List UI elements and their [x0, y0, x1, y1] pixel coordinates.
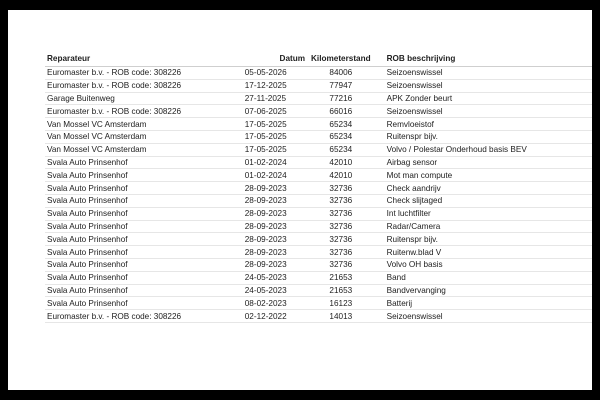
cell-datum: 24-05-2023 — [241, 271, 311, 284]
table-row — [45, 284, 592, 297]
cell-datum: 08-02-2023 — [241, 297, 311, 310]
table-body — [45, 67, 592, 323]
cell-kilometerstand: 32736 — [311, 207, 371, 220]
cell-kilometerstand: 21653 — [311, 284, 371, 297]
table-row — [45, 156, 592, 169]
cell-kilometerstand: 84006 — [311, 67, 371, 80]
cell-rob-beschrijving: Ruitenspr bijv. — [371, 233, 592, 246]
cell-kilometerstand: 32736 — [311, 194, 371, 207]
cell-reparateur: Euromaster b.v. - ROB code: 308226 — [45, 79, 241, 92]
cell-rob-beschrijving: Mot man compute — [371, 169, 592, 182]
header-datum: Datum — [241, 52, 311, 67]
cell-datum: 28-09-2023 — [241, 207, 311, 220]
document-page — [8, 10, 592, 390]
table-row — [45, 143, 592, 156]
cell-rob-beschrijving: Ruitenspr bijv. — [371, 130, 592, 143]
table-row — [45, 130, 592, 143]
cell-datum: 28-09-2023 — [241, 194, 311, 207]
cell-datum: 01-02-2024 — [241, 169, 311, 182]
table-row — [45, 118, 592, 131]
table-row — [45, 258, 592, 271]
table-row — [45, 92, 592, 105]
cell-kilometerstand: 21653 — [311, 271, 371, 284]
cell-datum: 01-02-2024 — [241, 156, 311, 169]
table-row — [45, 67, 592, 80]
cell-rob-beschrijving: Band — [371, 271, 592, 284]
cell-datum: 28-09-2023 — [241, 246, 311, 259]
cell-kilometerstand: 65234 — [311, 130, 371, 143]
cell-kilometerstand: 32736 — [311, 220, 371, 233]
table-row — [45, 194, 592, 207]
cell-kilometerstand: 65234 — [311, 143, 371, 156]
cell-reparateur: Euromaster b.v. - ROB code: 308226 — [45, 67, 241, 80]
cell-datum: 28-09-2023 — [241, 258, 311, 271]
header-kilometerstand: Kilometerstand — [311, 52, 371, 67]
table-row — [45, 207, 592, 220]
cell-rob-beschrijving: Volvo OH basis — [371, 258, 592, 271]
cell-rob-beschrijving: Seizoenswissel — [371, 67, 592, 80]
cell-datum: 07-06-2025 — [241, 105, 311, 118]
header-reparateur: Reparateur — [45, 52, 241, 67]
cell-datum: 28-09-2023 — [241, 233, 311, 246]
cell-reparateur: Svala Auto Prinsenhof — [45, 246, 241, 259]
cell-rob-beschrijving: Seizoenswissel — [371, 310, 592, 323]
cell-kilometerstand: 16123 — [311, 297, 371, 310]
cell-reparateur: Svala Auto Prinsenhof — [45, 258, 241, 271]
cell-kilometerstand: 66016 — [311, 105, 371, 118]
cell-rob-beschrijving: Volvo / Polestar Onderhoud basis BEV — [371, 143, 592, 156]
cell-rob-beschrijving: Seizoenswissel — [371, 105, 592, 118]
table-row — [45, 169, 592, 182]
cell-datum: 27-11-2025 — [241, 92, 311, 105]
cell-reparateur: Svala Auto Prinsenhof — [45, 284, 241, 297]
cell-kilometerstand: 32736 — [311, 233, 371, 246]
table-row — [45, 182, 592, 195]
cell-kilometerstand: 32736 — [311, 258, 371, 271]
cell-rob-beschrijving: Check aandrijv — [371, 182, 592, 195]
table-row — [45, 271, 592, 284]
table-row — [45, 310, 592, 323]
cell-rob-beschrijving: Airbag sensor — [371, 156, 592, 169]
cell-reparateur: Garage Buitenweg — [45, 92, 241, 105]
cell-kilometerstand: 32736 — [311, 182, 371, 195]
cell-reparateur: Svala Auto Prinsenhof — [45, 220, 241, 233]
cell-reparateur: Svala Auto Prinsenhof — [45, 182, 241, 195]
table-row — [45, 297, 592, 310]
cell-reparateur: Euromaster b.v. - ROB code: 308226 — [45, 105, 241, 118]
cell-rob-beschrijving: Radar/Camera — [371, 220, 592, 233]
cell-datum: 28-09-2023 — [241, 182, 311, 195]
cell-rob-beschrijving: Check slijtaged — [371, 194, 592, 207]
cell-rob-beschrijving: Seizoenswissel — [371, 79, 592, 92]
cell-reparateur: Van Mossel VC Amsterdam — [45, 118, 241, 131]
cell-kilometerstand: 42010 — [311, 156, 371, 169]
cell-kilometerstand: 77947 — [311, 79, 371, 92]
cell-datum: 02-12-2022 — [241, 310, 311, 323]
cell-reparateur: Svala Auto Prinsenhof — [45, 297, 241, 310]
maintenance-history-table — [45, 52, 592, 323]
cell-reparateur: Svala Auto Prinsenhof — [45, 271, 241, 284]
cell-datum: 05-05-2026 — [241, 67, 311, 80]
table-row — [45, 246, 592, 259]
cell-rob-beschrijving: Int luchtfilter — [371, 207, 592, 220]
cell-kilometerstand: 14013 — [311, 310, 371, 323]
cell-kilometerstand: 32736 — [311, 246, 371, 259]
cell-reparateur: Svala Auto Prinsenhof — [45, 194, 241, 207]
table-row — [45, 79, 592, 92]
cell-reparateur: Svala Auto Prinsenhof — [45, 169, 241, 182]
cell-reparateur: Euromaster b.v. - ROB code: 308226 — [45, 310, 241, 323]
cell-kilometerstand: 42010 — [311, 169, 371, 182]
cell-kilometerstand: 77216 — [311, 92, 371, 105]
table-row — [45, 105, 592, 118]
cell-rob-beschrijving: Ruitenw.blad V — [371, 246, 592, 259]
cell-reparateur: Svala Auto Prinsenhof — [45, 156, 241, 169]
cell-datum: 24-05-2023 — [241, 284, 311, 297]
cell-rob-beschrijving: APK Zonder beurt — [371, 92, 592, 105]
cell-datum: 17-12-2025 — [241, 79, 311, 92]
cell-rob-beschrijving: Bandvervanging — [371, 284, 592, 297]
cell-datum: 17-05-2025 — [241, 130, 311, 143]
cell-rob-beschrijving: Remvloeistof — [371, 118, 592, 131]
cell-reparateur: Van Mossel VC Amsterdam — [45, 143, 241, 156]
cell-reparateur: Van Mossel VC Amsterdam — [45, 130, 241, 143]
header-rob-beschrijving: ROB beschrijving — [371, 52, 592, 67]
cell-datum: 28-09-2023 — [241, 220, 311, 233]
cell-datum: 17-05-2025 — [241, 118, 311, 131]
cell-reparateur: Svala Auto Prinsenhof — [45, 207, 241, 220]
cell-reparateur: Svala Auto Prinsenhof — [45, 233, 241, 246]
table-header-row — [45, 52, 592, 67]
table-row — [45, 233, 592, 246]
cell-rob-beschrijving: Batterij — [371, 297, 592, 310]
cell-datum: 17-05-2025 — [241, 143, 311, 156]
table-row — [45, 220, 592, 233]
cell-kilometerstand: 65234 — [311, 118, 371, 131]
